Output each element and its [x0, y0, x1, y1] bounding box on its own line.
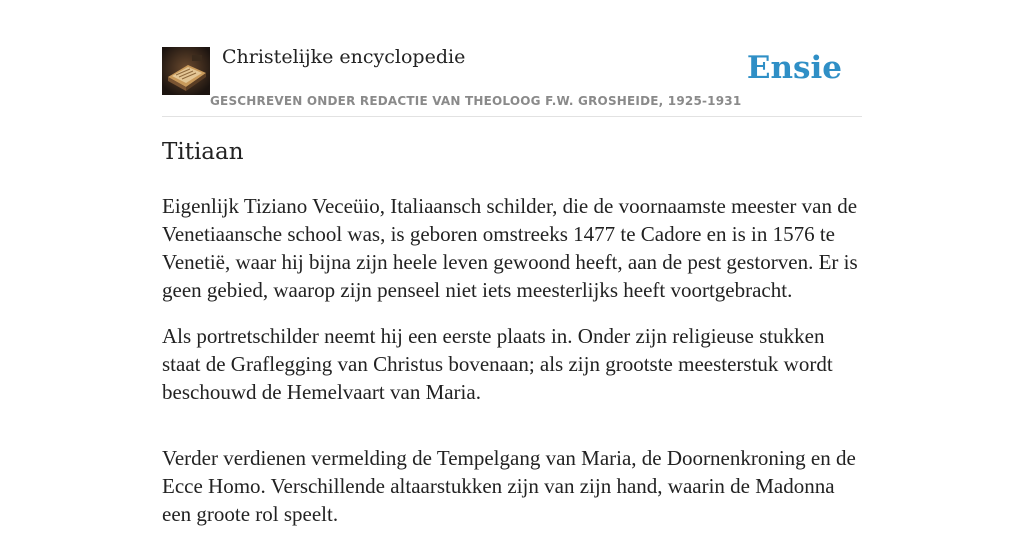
- site-subtitle: GESCHREVEN ONDER REDACTIE VAN THEOLOOG F.W. GROSHEIDE, 1925-1931: [210, 94, 742, 108]
- article-title: Titiaan: [162, 139, 244, 165]
- article-paragraph: Eigenlijk Tiziano Veceüio, Italiaansch schilder, die de voornaamste meester van de Venetiaansche school was, is geboren omstreeks 1477 te Cadore en is in 1576 te Venetië, waar hij bijna zijn heele leven gewoond heeft, aan de pest gestorven. Er is geen gebied, waarop zijn penseel niet iets meesterlijks heeft voortgebracht.: [162, 194, 858, 302]
- site-name[interactable]: Christelijke encyclopedie: [222, 46, 466, 68]
- brand-logo[interactable]: Ensie: [746, 50, 842, 86]
- article-body: [162, 192, 862, 546]
- book-photo-icon: [162, 47, 210, 95]
- avatar[interactable]: [162, 47, 210, 95]
- site-header: [162, 46, 862, 117]
- article-paragraph: Verder verdienen vermelding de Tempelgang van Maria, de Doornenkroning en de Ecce Homo. Verschillende altaarstukken zijn van zijn hand, waarin de Madonna een groote rol speelt.: [162, 446, 856, 526]
- article-paragraph: Als portretschilder neemt hij een eerste plaats in. Onder zijn religieuse stukken staat de Graflegging van Christus bovenaan; als zijn grootste meesterstuk wordt beschouwd de Hemelvaart van Maria.: [162, 324, 833, 404]
